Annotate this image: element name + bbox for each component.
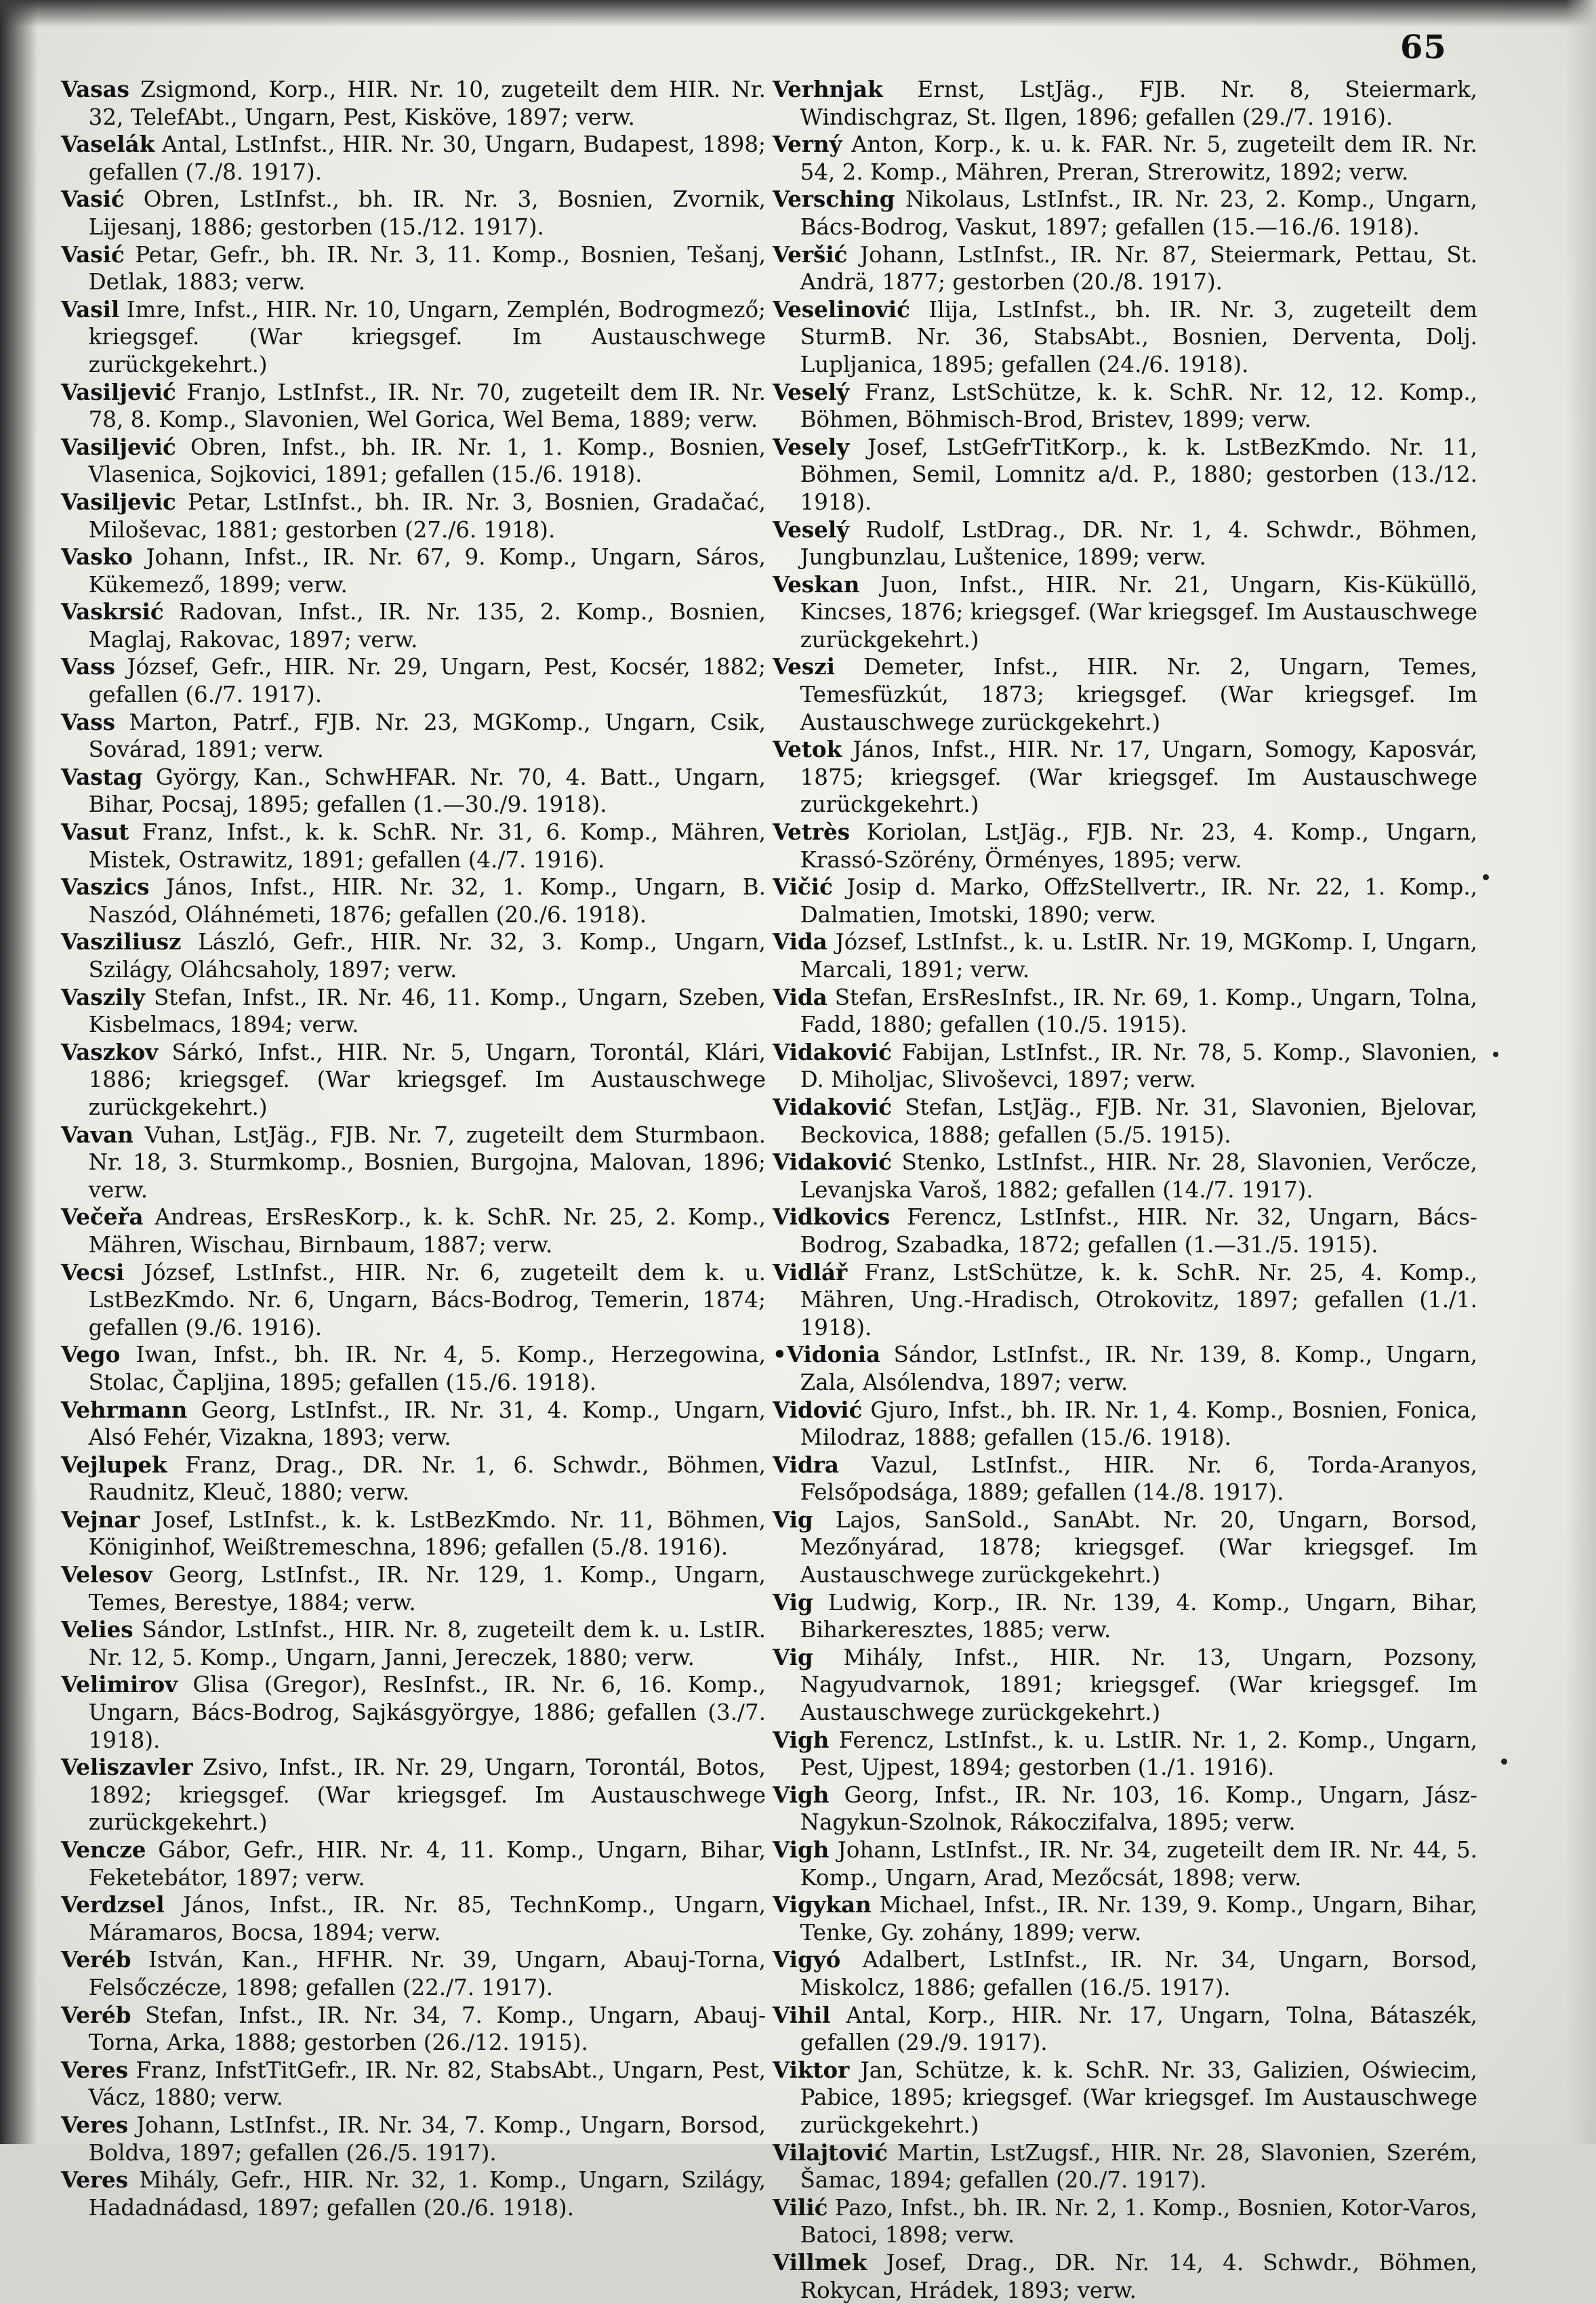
entry-details: György, Kan., SchwHFAR. Nr. 70, 4. Batt., Ungarn, Bihar, Pocsaj, 1895; gefallen (1.—30./9. 1918). [88,764,766,818]
entry-details: István, Kan., HFHR. Nr. 39, Ungarn, Abauj-Torna, Felsőczécze, 1898; gefallen (22./7. 1917). [88,1947,766,2000]
entry-surname: Veres [61,2056,129,2083]
entry-surname: Vetrès [773,819,851,846]
entry-surname: Vigh [773,1836,830,1863]
entry-details: Mihály, Infst., HIR. Nr. 13, Ungarn, Pozsony, Nagyudvarnok, 1891; kriegsgef. (War kriegsgef. Im Austauschwege zurückgekehrt.) [800,1644,1477,1726]
entry-surname: Vaszkov [61,1038,159,1065]
register-entry [61,543,766,598]
register-entry [773,1836,1477,1891]
entry-details: Rudolf, LstDrag., DR. Nr. 1, 4. Schwdr., Böhmen, Jungbunzlau, Luštenice, 1899; verw. [800,516,1477,571]
register-entry [773,76,1477,131]
register-entry [773,1259,1477,1342]
entry-details: Franz, Infst., k. k. SchR. Nr. 31, 6. Komp., Mähren, Mistek, Ostrawitz, 1891; gefallen (4./7. 1916). [88,819,766,873]
register-entry [773,928,1477,983]
register-entry [773,819,1477,873]
entry-surname: Vetok [773,736,842,763]
register-entry [773,186,1477,241]
entry-surname: Verhnjak [773,76,883,102]
register-entry [61,1122,766,1204]
entry-details: Franz, LstSchütze, k. k. SchR. Nr. 25, 4. Komp., Mähren, Ung.-Hradisch, Otrokovitz, 1897; gefallen (1./1. 1918). [800,1259,1477,1340]
entry-surname: Vidaković [773,1149,892,1176]
entry-surname: Vasas [61,76,129,102]
entry-details: Stefan, Infst., IR. Nr. 34, 7. Komp., Ungarn, Abauj-Torna, Arka, 1888; gestorben (26./12. 1915). [88,2002,766,2056]
register-entry [773,1891,1477,1946]
binding-shadow-left [0,0,37,2144]
entry-surname: Vasko [61,543,133,571]
entry-surname: Vidović [773,1396,863,1423]
print-speck [1493,1052,1498,1057]
entry-surname: Vig [773,1506,813,1533]
entry-details: Ernst, LstJäg., FJB. Nr. 8, Steiermark, Windischgraz, St. Ilgen, 1896; gefallen (29./7. 1916). [800,77,1477,130]
entry-details: Zsivo, Infst., IR. Nr. 29, Ungarn, Torontál, Botos, 1892; kriegsgef. (War kriegsgef. Im Austauschwege zurückgekehrt.) [88,1754,766,1836]
entry-surname: Veselinović [773,295,910,323]
entry-details: Josip d. Marko, OffzStellvertr., IR. Nr. 22, 1. Komp., Dalmatien, Imotski, 1890; verw. [800,874,1477,928]
entry-details: János, Infst., HIR. Nr. 17, Ungarn, Somogy, Kaposvár, 1875; kriegsgef. (War kriegsgef. Im Austauschwege zurückgekehrt.) [800,737,1477,818]
register-entry [773,516,1477,571]
entry-details: József, LstInfst., k. u. LstIR. Nr. 19, MGKomp. I, Ungarn, Marcali, 1891; verw. [800,929,1477,983]
entry-details: Vazul, LstInfst., HIR. Nr. 6, Torda-Aranyos, Felsőpodsága, 1889; gefallen (14./8. 1917). [800,1452,1477,1506]
entry-details: Stenko, LstInfst., HIR. Nr. 28, Slavonien, Verőcze, Levanjska Varoš, 1882; gefallen (14./7. 1917). [800,1149,1477,1203]
entry-surname: •Vidonia [773,1341,881,1368]
entry-details: Georg, LstInfst., IR. Nr. 129, 1. Komp., Ungarn, Temes, Berestye, 1884; verw. [88,1562,766,1616]
entry-details: Obren, Infst., bh. IR. Nr. 1, 1. Komp., Bosnien, Vlasenica, Sojkovici, 1891; gefallen (15./6. 1918). [88,434,766,488]
register-entry [773,1946,1477,2001]
entry-details: Juon, Infst., HIR. Nr. 21, Ungarn, Kis-Küküllö, Kincses, 1876; kriegsgef. (War kriegsgef. Im Austauschwege zurückgekehrt.) [800,571,1477,653]
register-entry [61,984,766,1039]
entry-surname: Vasut [61,819,129,846]
entry-details: Obren, LstInfst., bh. IR. Nr. 3, Bosnien, Zvornik, Lijesanj, 1886; gestorben (15./12. 1917). [88,186,766,240]
entry-details: Antal, Korp., HIR. Nr. 17, Ungarn, Tolna, Bátaszék, gefallen (29./9. 1917). [800,2002,1477,2056]
entry-details: László, Gefr., HIR. Nr. 32, 3. Komp., Ungarn, Szilágy, Oláhcsaholy, 1897; verw. [88,929,766,983]
entry-surname: Veréb [61,1946,131,1973]
right-column [773,76,1477,2304]
entry-details: Andreas, ErsResKorp., k. k. SchR. Nr. 25, 2. Komp., Mähren, Wischau, Birnbaum, 1887; verw. [88,1204,766,1258]
register-entry [61,1891,766,1946]
entry-details: Martin, LstZugsf., HIR. Nr. 28, Slavonien, Szerém, Šamac, 1894; gefallen (20./7. 1917). [800,2139,1477,2194]
register-entry [773,1589,1477,1644]
entry-details: Georg, Infst., IR. Nr. 103, 16. Komp., Ungarn, Jász-Nagykun-Szolnok, Rákoczifalva, 1895; verw. [800,1782,1477,1836]
register-entry [773,1644,1477,1727]
scan-shadow-top [0,0,1596,27]
register-entry [61,2002,766,2057]
scan-shadow-right [1566,0,1596,2144]
entry-surname: Veselý [773,516,850,543]
entry-surname: Vasić [61,241,125,268]
entry-surname: Vasiljević [61,378,176,405]
register-entry [773,1341,1477,1396]
entry-details: Stefan, LstJäg., FJB. Nr. 31, Slavonien, Bjelovar, Beckovica, 1888; gefallen (5./5. 1915). [800,1094,1477,1148]
entry-details: Sárkó, Infst., HIR. Nr. 5, Ungarn, Torontál, Klári, 1886; kriegsgef. (War kriegsgef. Im Austauschwege zurückgekehrt.) [88,1039,766,1120]
entry-details: Johann, LstInfst., IR. Nr. 34, zugeteilt dem IR. Nr. 44, 5. Komp., Ungarn, Arad, Mezőcsát, 1898; verw. [800,1837,1477,1891]
entry-details: Ludwig, Korp., IR. Nr. 139, 4. Komp., Ungarn, Bihar, Biharkeresztes, 1885; verw. [800,1589,1477,1643]
register-entry [61,76,766,131]
entry-details: Sándor, LstInfst., HIR. Nr. 8, zugeteilt dem k. u. LstIR. Nr. 12, 5. Komp., Ungarn, Janni, Jereczek, 1880; verw. [88,1617,766,1670]
register-entry [61,131,766,186]
entry-details: Koriolan, LstJäg., FJB. Nr. 23, 4. Komp., Ungarn, Krassó-Szörény, Örményes, 1895; verw. [800,819,1477,873]
register-entry [61,1452,766,1506]
register-entry [773,1506,1477,1589]
register-entry [773,379,1477,434]
register-entry [61,489,766,543]
register-entry [61,434,766,489]
register-entry [61,1836,766,1891]
register-entry [61,379,766,434]
entry-surname: Vida [773,983,827,1010]
entry-surname: Večeřa [61,1204,144,1231]
entry-surname: Vilić [773,2194,828,2221]
register-entry [61,653,766,708]
entry-surname: Vesely [773,433,850,460]
register-entry [773,736,1477,819]
register-entry [61,241,766,296]
entry-surname: Vasil [61,295,120,323]
register-entry [61,2057,766,2112]
register-entry [61,1259,766,1342]
register-entry [773,1727,1477,1782]
entry-details: Imre, Infst., HIR. Nr. 10, Ungarn, Zemplén, Bodrogmező; kriegsgef. (War kriegsgef. Im Austauschwege zurückgekehrt.) [88,296,766,377]
entry-surname: Vigyó [773,1946,841,1973]
entry-surname: Velies [61,1616,134,1643]
register-entry [773,1204,1477,1258]
entry-details: Georg, LstInfst., IR. Nr. 31, 4. Komp., Ungarn, Alsó Fehér, Vizakna, 1893; verw. [88,1397,766,1451]
left-column [61,76,766,2221]
register-entry [61,709,766,764]
register-entry [773,2057,1477,2139]
entry-details: János, Infst., HIR. Nr. 32, 1. Komp., Ungarn, B. Naszód, Oláhnémeti, 1876; gefallen (20./6. 1918). [88,874,766,928]
register-entry [773,1782,1477,1836]
register-entry [61,1754,766,1836]
entry-surname: Veselý [773,378,850,405]
entry-details: Franz, InfstTitGefr., IR. Nr. 82, StabsAbt., Ungarn, Pest, Vácz, 1880; verw. [88,2057,766,2111]
entry-details: Adalbert, LstInfst., IR. Nr. 34, Ungarn, Borsod, Miskolcz, 1886; gefallen (16./5. 1917). [800,1947,1477,2000]
entry-details: Lajos, SanSold., SanAbt. Nr. 20, Ungarn, Borsod, Mezőnyárad, 1878; kriegsgef. (War kriegsgef. Im Austauschwege zurückgekehrt.) [800,1506,1477,1588]
register-entry [61,873,766,928]
entry-surname: Vig [773,1588,813,1616]
register-entry [61,1561,766,1616]
entry-details: Gjuro, Infst., bh. IR. Nr. 1, 4. Komp., Bosnien, Fonica, Milodraz, 1888; gefallen (15./6. 1918). [800,1397,1477,1451]
entry-surname: Vass [61,708,115,735]
register-entry [773,2002,1477,2057]
register-entry [61,1946,766,2001]
entry-details: Johann, LstInfst., IR. Nr. 34, 7. Komp., Ungarn, Borsod, Boldva, 1897; gefallen (26./5. 1917). [88,2112,766,2166]
entry-details: József, Gefr., HIR. Nr. 29, Ungarn, Pest, Kocsér, 1882; gefallen (6./7. 1917). [88,654,766,708]
entry-details: Radovan, Infst., IR. Nr. 135, 2. Komp., Bosnien, Maglaj, Rakovac, 1897; verw. [88,599,766,653]
entry-details: Stefan, ErsResInfst., IR. Nr. 69, 1. Komp., Ungarn, Tolna, Fadd, 1880; gefallen (10./5. 1915). [800,984,1477,1038]
register-entry [773,571,1477,654]
register-entry [61,186,766,241]
print-speck [1483,874,1489,880]
register-entry [773,653,1477,736]
register-entry [773,434,1477,516]
entry-surname: Veliszavler [61,1754,193,1781]
entry-details: Petar, Gefr., bh. IR. Nr. 3, 11. Komp., Bosnien, Tešanj, Detlak, 1883; verw. [88,241,766,295]
entry-details: Josef, LstInfst., k. k. LstBezKmdo. Nr. 11, Böhmen, Königinhof, Weißtremeschna, 1896; gefallen (5./8. 1916). [88,1506,766,1561]
register-entry [773,1094,1477,1149]
entry-surname: Verný [773,131,842,158]
register-entry [773,1452,1477,1506]
entry-surname: Vasiljević [61,433,176,460]
register-entry [773,2139,1477,2194]
entry-details: Johann, Infst., IR. Nr. 67, 9. Komp., Ungarn, Sáros, Kükemező, 1899; verw. [88,544,766,598]
entry-surname: Vaskrsić [61,598,164,625]
entry-surname: Vavan [61,1121,134,1148]
page-number: 65 [1400,28,1447,66]
entry-details: Ferencz, LstInfst., k. u. LstIR. Nr. 1, 2. Komp., Ungarn, Pest, Ujpest, 1894; gestorben (1./1. 1916). [800,1727,1477,1781]
entry-details: Pazo, Infst., bh. IR. Nr. 2, 1. Komp., Bosnien, Kotor-Varos, Batoci, 1898; verw. [800,2194,1477,2248]
entry-surname: Vilajtović [773,2139,888,2166]
entry-surname: Versching [773,186,895,213]
entry-details: Ilija, LstInfst., bh. IR. Nr. 3, zugeteilt dem SturmB. Nr. 36, StabsAbt., Bosnien, Derventa, Dolj. Lupljanica, 1895; gefallen (24./6. 1918). [800,296,1477,377]
entry-details: Jan, Schütze, k. k. SchR. Nr. 33, Galizien, Oświecim, Pabice, 1895; kriegsgef. (War kriegsgef. Im Austauschwege zurückgekehrt.) [800,2057,1477,2138]
entry-details: Zsigmond, Korp., HIR. Nr. 10, zugeteilt dem HIR. Nr. 32, TelefAbt., Ungarn, Pest, Kisköve, 1897; verw. [88,77,766,130]
entry-details: Gábor, Gefr., HIR. Nr. 4, 11. Komp., Ungarn, Bihar, Feketebátor, 1897; verw. [88,1837,766,1891]
entry-details: Anton, Korp., k. u. k. FAR. Nr. 5, zugeteilt dem IR. Nr. 54, 2. Komp., Mähren, Preran, Strerowitz, 1892; verw. [800,131,1477,185]
entry-surname: Vego [61,1341,121,1368]
register-entry [61,819,766,873]
entry-details: Petar, LstInfst., bh. IR. Nr. 3, Bosnien, Gradačać, Miloševac, 1881; gestorben (27./6. 1918). [88,489,766,543]
entry-surname: Vasiljevic [61,488,176,515]
entry-details: Franz, Drag., DR. Nr. 1, 6. Schwdr., Böhmen, Raudnitz, Kleuč, 1880; verw. [88,1452,766,1506]
register-entry [773,1149,1477,1204]
entry-details: Stefan, Infst., IR. Nr. 46, 11. Komp., Ungarn, Szeben, Kisbelmacs, 1894; verw. [88,984,766,1038]
register-entry [61,1616,766,1671]
entry-surname: Vastag [61,763,143,790]
register-entry [773,2249,1477,2304]
entry-details: József, LstInfst., HIR. Nr. 6, zugeteilt dem k. u. LstBezKmdo. Nr. 6, Ungarn, Bács-Bodrog, Temerin, 1874; gefallen (9./6. 1916). [88,1259,766,1340]
register-entry [61,764,766,819]
entry-surname: Veršić [773,241,848,268]
entry-surname: Veres [61,2111,129,2138]
entry-details: Vuhan, LstJäg., FJB. Nr. 7, zugeteilt dem Sturmbaon. Nr. 18, 3. Sturmkomp., Bosnien, Burgojna, Malovan, 1896; verw. [88,1122,766,1203]
register-entry [773,1039,1477,1094]
register-entry [61,1671,766,1754]
entry-surname: Vejlupek [61,1451,167,1478]
entry-surname: Vass [61,653,115,680]
entry-details: Franz, LstSchütze, k. k. SchR. Nr. 12, 12. Komp., Böhmen, Böhmisch-Brod, Bristev, 1899; verw. [800,379,1477,433]
entry-surname: Vidlář [773,1258,848,1285]
entry-surname: Velesov [61,1561,152,1588]
register-entry [61,1039,766,1122]
entry-details: Mihály, Gefr., HIR. Nr. 32, 1. Komp., Ungarn, Szilágy, Hadadnádasd, 1897; gefallen (20./6. 1918). [88,2167,766,2221]
entry-surname: Veszi [773,653,836,680]
entry-details: Iwan, Infst., bh. IR. Nr. 4, 5. Komp., Herzegowina, Stolac, Čapljina, 1895; gefallen (15./6. 1918). [88,1342,766,1395]
entry-details: Franjo, LstInfst., IR. Nr. 70, zugeteilt dem IR. Nr. 78, 8. Komp., Slavonien, Wel Gorica, Wel Bema, 1889; verw. [88,379,766,433]
entry-surname: Vigh [773,1781,830,1808]
print-speck [1501,1758,1507,1765]
register-entry [61,598,766,653]
entry-surname: Vičić [773,873,833,901]
entry-details: Demeter, Infst., HIR. Nr. 2, Ungarn, Temes, Temesfüzkút, 1873; kriegsgef. (War kriegsgef. Im Austauschwege zurückgekehrt.) [800,654,1477,735]
entry-details: Johann, LstInfst., IR. Nr. 87, Steiermark, Pettau, St. Andrä, 1877; gestorben (20./8. 1917). [800,241,1477,295]
entry-surname: Vidaković [773,1093,892,1120]
entry-surname: Viktor [773,2056,850,2083]
register-entry [61,1341,766,1396]
entry-surname: Vencze [61,1836,146,1863]
register-entry [61,928,766,983]
entry-details: Josef, Drag., DR. Nr. 14, 4. Schwdr., Böhmen, Rokycan, Hrádek, 1893; verw. [800,2249,1477,2303]
register-entry [61,296,766,379]
entry-surname: Vasziliusz [61,928,182,955]
register-entry [773,131,1477,186]
entry-surname: Vaszics [61,873,150,901]
entry-surname: Vidra [773,1451,839,1478]
entry-details: Sándor, LstInfst., IR. Nr. 139, 8. Komp., Ungarn, Zala, Alsólendva, 1897; verw. [800,1342,1477,1395]
entry-surname: Velimirov [61,1671,178,1698]
register-entry [773,296,1477,379]
entry-surname: Vidkovics [773,1204,891,1231]
entry-details: Josef, LstGefrTitKorp., k. k. LstBezKmdo. Nr. 11, Böhmen, Semil, Lomnitz a/d. P., 1880; gestorben (13./12. 1918). [800,434,1477,515]
entry-surname: Vasić [61,186,125,213]
register-entry [61,2112,766,2166]
entry-surname: Vigh [773,1726,830,1753]
register-entry [61,1204,766,1258]
register-entry [61,1397,766,1452]
entry-surname: Vehrmann [61,1396,188,1423]
entry-surname: Veskan [773,571,860,598]
entry-surname: Villmek [773,2248,867,2276]
register-entry [773,984,1477,1039]
entry-details: Glisa (Gregor), ResInfst., IR. Nr. 6, 16. Komp., Ungarn, Bács-Bodrog, Sajkásgyörgye, 1886; gefallen (3./7. 1918). [88,1672,766,1753]
register-entry [61,1506,766,1561]
entry-details: Fabijan, LstInfst., IR. Nr. 78, 5. Komp., Slavonien, D. Miholjac, Slivoševci, 1897; verw. [800,1039,1477,1093]
entry-details: Michael, Infst., IR. Nr. 139, 9. Komp., Ungarn, Bihar, Tenke, Gy. zohány, 1899; verw. [800,1892,1477,1946]
entry-details: János, Infst., IR. Nr. 85, TechnKomp., Ungarn, Máramaros, Bocsa, 1894; verw. [88,1892,766,1946]
entry-surname: Vig [773,1643,813,1670]
entry-details: Nikolaus, LstInfst., IR. Nr. 23, 2. Komp., Ungarn, Bács-Bodrog, Vaskut, 1897; gefallen (15.—16./6. 1918). [800,186,1477,240]
entry-surname: Vaselák [61,131,155,158]
entry-surname: Vigykan [773,1891,872,1918]
register-entry [773,1397,1477,1452]
entry-details: Ferencz, LstInfst., HIR. Nr. 32, Ungarn, Bács-Bodrog, Szabadka, 1872; gefallen (1.—31./5. 1915). [800,1204,1477,1258]
entry-details: Antal, LstInfst., HIR. Nr. 30, Ungarn, Budapest, 1898; gefallen (7./8. 1917). [88,131,766,185]
entry-surname: Veréb [61,2001,131,2028]
entry-surname: Vaszily [61,983,145,1010]
register-entry [773,2194,1477,2249]
entry-surname: Vida [773,928,827,955]
entry-details: Marton, Patrf., FJB. Nr. 23, MGKomp., Ungarn, Csik, Sovárad, 1891; verw. [88,709,766,763]
entry-surname: Veres [61,2166,129,2194]
entry-surname: Vihil [773,2001,831,2028]
entry-surname: Vecsi [61,1258,125,1285]
register-entry [773,241,1477,296]
entry-surname: Vejnar [61,1506,140,1533]
entry-surname: Vidaković [773,1038,892,1065]
register-entry [61,2166,766,2221]
entry-surname: Verdzsel [61,1891,165,1918]
register-entry [773,873,1477,928]
